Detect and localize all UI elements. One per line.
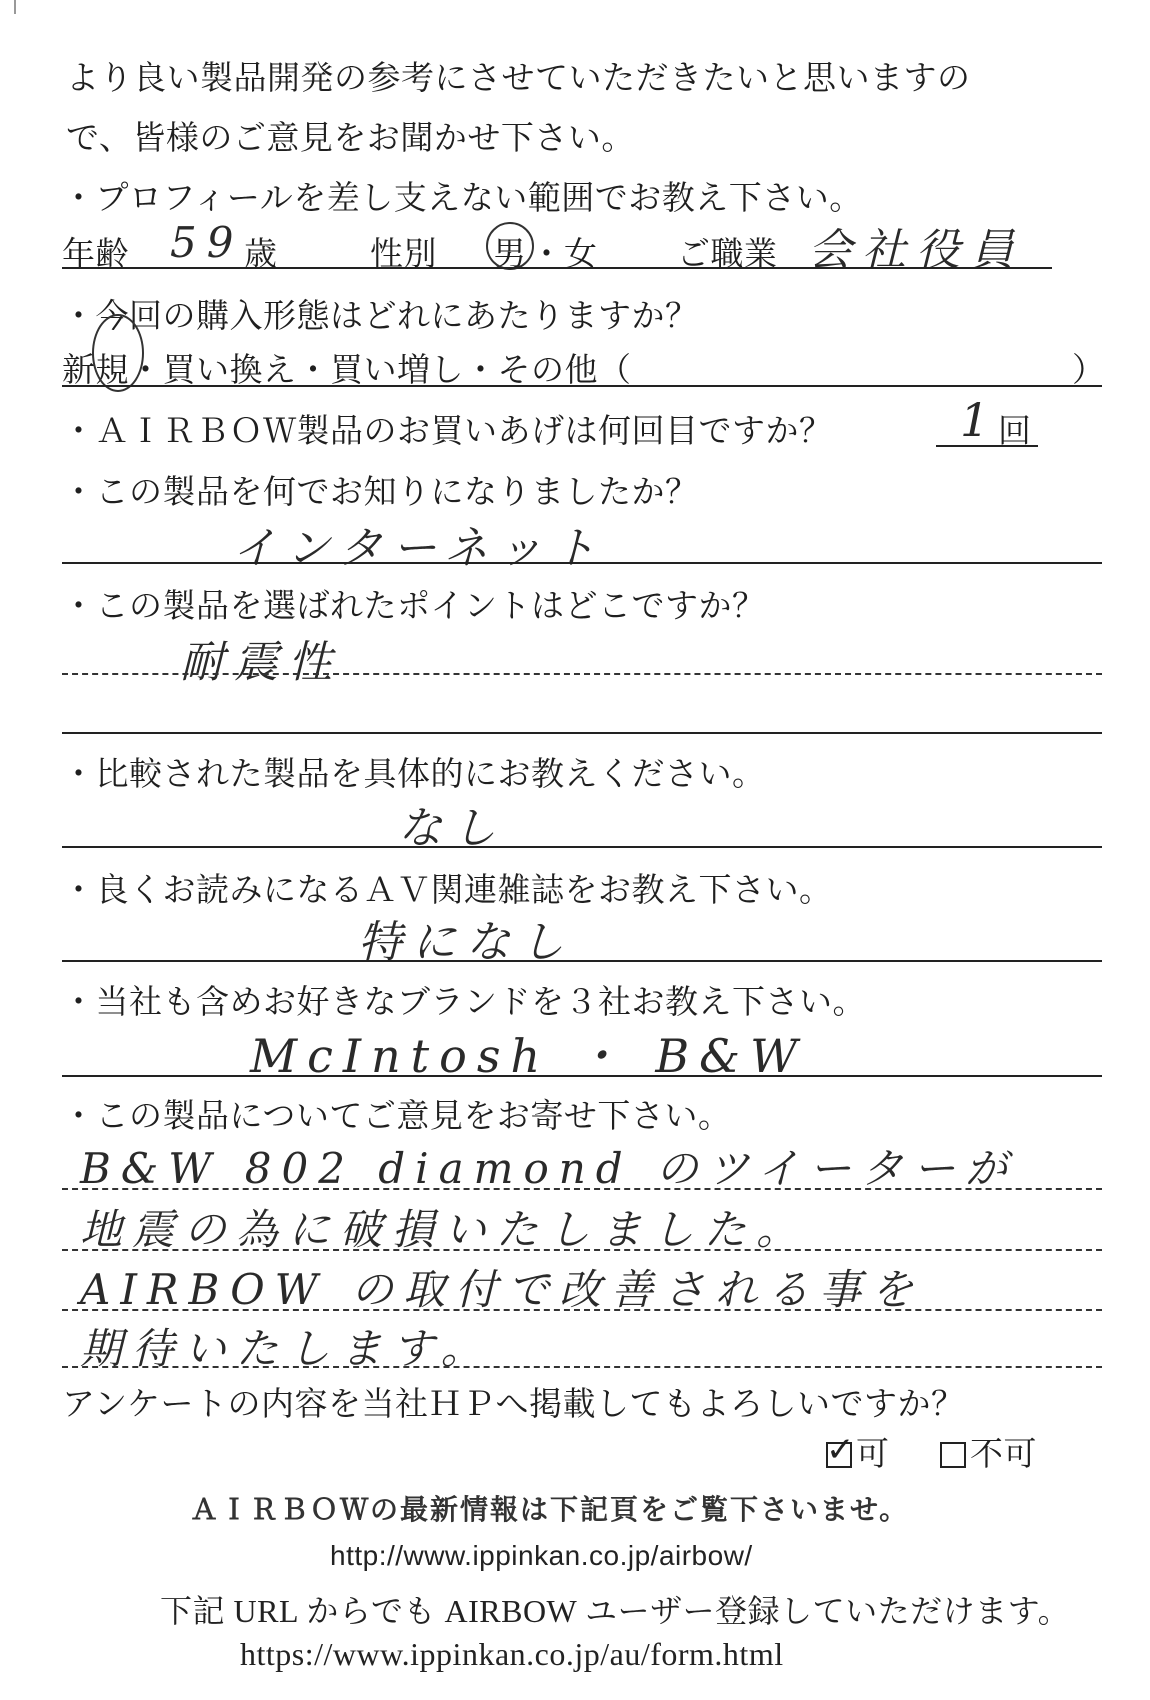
publish-no-label: 不可: [970, 1434, 1037, 1473]
opinion-line-3: AIRBOW の取付で改善される事を: [80, 1265, 924, 1314]
opinion-line-4: 期待いたします。: [80, 1324, 493, 1373]
opinion-rule-4: [62, 1366, 1102, 1368]
scan-corner-mark: [0, 0, 16, 14]
publish-no-checkbox[interactable]: [940, 1442, 966, 1468]
brands-answer: McIntosh ・ B&W: [250, 1029, 808, 1083]
compared-question: ・比較された製品を具体的にお教えください。: [62, 754, 766, 793]
opinion-rule-3: [62, 1309, 1102, 1311]
magazines-question: ・良くお読みになるＡＶ関連雑誌をお教え下さい。: [62, 870, 833, 909]
publish-no-option[interactable]: [940, 1428, 1037, 1475]
publish-yes-option[interactable]: [826, 1428, 890, 1475]
brands-rule: [62, 1075, 1102, 1077]
opinion-rule-1: [62, 1188, 1102, 1190]
purchase-type-close-paren: ）: [1072, 350, 1106, 389]
how-known-question: ・この製品を何でお知りになりましたか？: [62, 472, 699, 511]
check-mark-icon: ✓: [826, 1430, 855, 1470]
selection-point-rule-2: [62, 732, 1102, 734]
intro-line-1: より良い製品開発の参考にさせていただきたいと思いますの: [66, 58, 971, 97]
purchase-count-rule: [936, 445, 1038, 447]
opinion-line-2: 地震の為に破損いたしました。: [80, 1205, 809, 1254]
gender-male-circle-mark: [486, 222, 534, 270]
compared-answer: なし: [398, 803, 506, 854]
opinion-question: ・この製品についてご意見をお寄せ下さい。: [62, 1096, 732, 1135]
intro-line-2: で、皆様のご意見をお聞かせ下さい。: [66, 118, 635, 157]
profile-question: ・プロフィールを差し支えない範囲でお教え下さい。: [62, 178, 863, 217]
purchase-type-options: 新規・買い換え・買い増し・その他（: [62, 350, 632, 389]
brands-question: ・当社も含めお好きなブランドを３社お教え下さい。: [62, 982, 866, 1021]
profile-rule: [62, 267, 1052, 269]
publish-question: アンケートの内容を当社ＨＰへ掲載してもよろしいですか？: [62, 1384, 965, 1423]
selection-point-rule-1: [62, 673, 1102, 675]
publish-yes-checkbox[interactable]: [826, 1430, 855, 1470]
gender-male: 男: [493, 234, 527, 273]
age-unit: 歳: [244, 234, 278, 273]
how-known-rule: [62, 562, 1102, 564]
opinion-rule-2: [62, 1249, 1102, 1251]
purchase-type-selected-circle-mark: [92, 314, 144, 392]
how-known-answer: インターネット: [232, 523, 607, 574]
age-value: 59: [170, 218, 244, 267]
footer-url-airbow[interactable]: http://www.ippinkan.co.jp/airbow/: [330, 1540, 753, 1571]
purchase-count-unit: 回: [998, 411, 1032, 450]
magazines-rule: [62, 960, 1102, 962]
selection-point-answer: 耐震性: [180, 637, 342, 688]
footer-notice: ＡＩＲＢＯＷの最新情報は下記頁をご覧下さいませ。: [190, 1493, 910, 1526]
footer-registration-note: 下記 URL からでも AIRBOW ユーザー登録していただけます。: [160, 1593, 1071, 1629]
publish-yes-label: 可: [856, 1434, 890, 1473]
occupation-value: 会社役員: [808, 225, 1024, 276]
compared-rule: [62, 846, 1102, 848]
purchase-type-question: ・今回の購入形態はどれにあたりますか？: [62, 296, 699, 335]
selection-point-question: ・この製品を選ばれたポイントはどこですか？: [62, 586, 766, 625]
gender-label: 性別: [370, 234, 437, 273]
age-label: 年齢: [62, 234, 129, 273]
purchase-count-question: ・ＡＩＲＢＯＷ製品のお買いあげは何回目ですか？: [62, 411, 833, 450]
footer-url-form[interactable]: https://www.ippinkan.co.jp/au/form.html: [240, 1636, 784, 1672]
gender-female: 女: [564, 234, 598, 273]
purchase-count-answer: 1: [960, 393, 1000, 447]
gender-separator: ・: [530, 234, 564, 273]
magazines-answer: 特になし: [358, 917, 574, 968]
opinion-line-1: B&W 802 diamond のツイーターが: [80, 1144, 1018, 1193]
occupation-label: ご職業: [677, 234, 778, 273]
purchase-type-rule: [62, 385, 1102, 387]
